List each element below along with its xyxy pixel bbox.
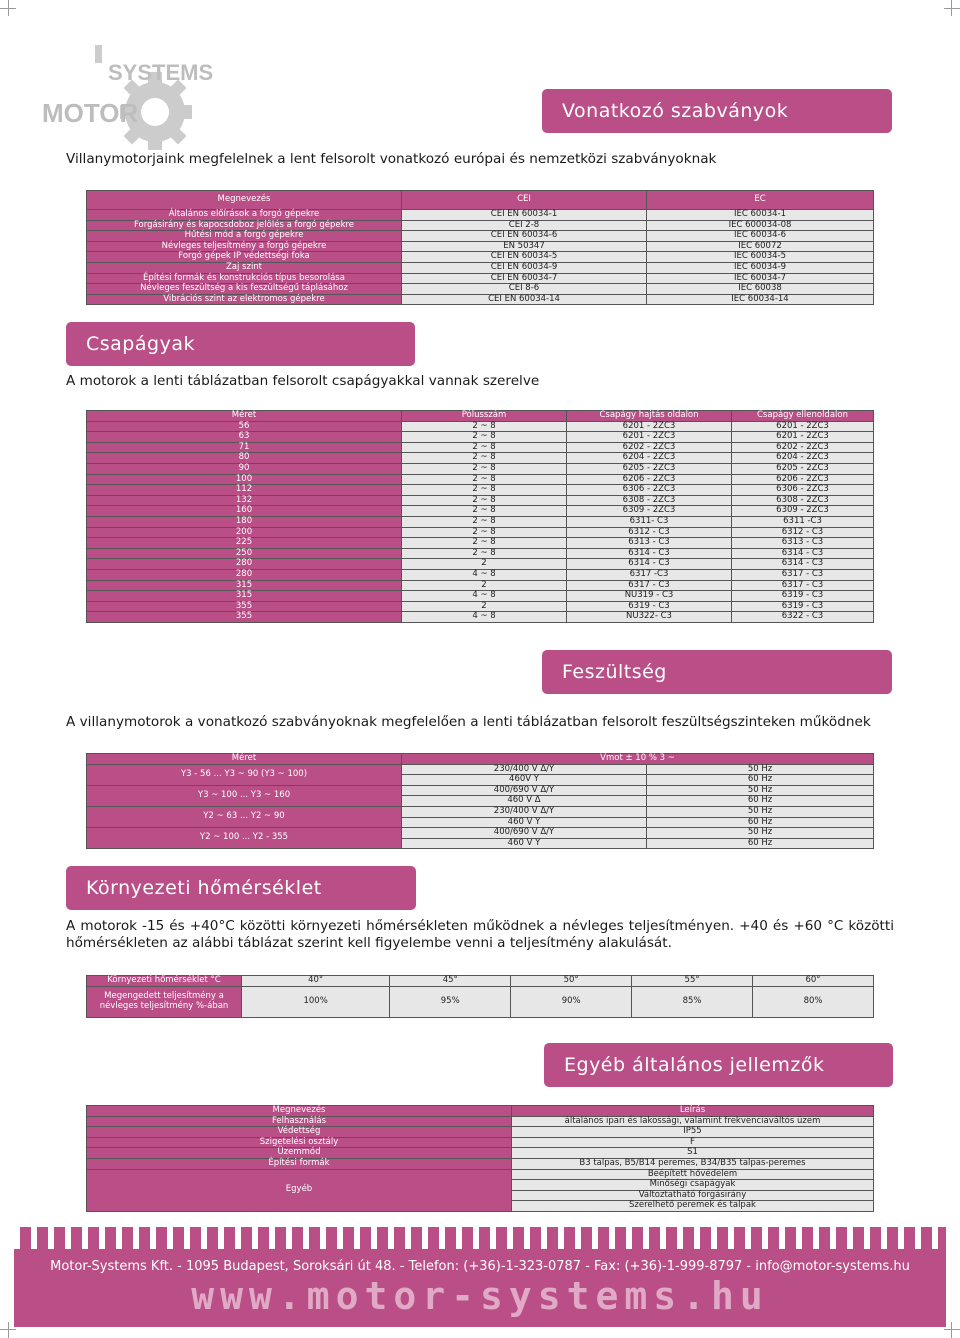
bearing-drive-end: 6205 - 2ZC3: [567, 463, 732, 474]
pole-count: 2 ~ 8: [402, 506, 567, 517]
bearing-non-drive-end: 6322 - C3: [732, 612, 874, 623]
pole-count: 2 ~ 8: [402, 527, 567, 538]
power-percent-value: 80%: [753, 986, 874, 1017]
property-name: Építési formák: [87, 1158, 512, 1169]
table-row: [87, 1158, 874, 1169]
standard-name: Zaj szint: [87, 262, 402, 273]
bearing-non-drive-end: 6312 - C3: [732, 527, 874, 538]
frequency-value: 50 Hz: [647, 806, 874, 817]
temperature-value: 40°: [242, 976, 390, 987]
power-percent-value: 100%: [242, 986, 390, 1017]
iec-code: IEC 60034-6: [647, 231, 874, 242]
bearing-non-drive-end: 6319 - C3: [732, 591, 874, 602]
iec-code: IEC 60034-5: [647, 252, 874, 263]
cei-code: CEI EN 60034-9: [402, 262, 647, 273]
frame-size: 180: [87, 516, 402, 527]
frequency-value: 50 Hz: [647, 828, 874, 839]
temperature-intro: A motorok -15 és +40°C közötti környezeti hőmérsékleten működnek a névleges teljesítményen. +40 és +60 °C közötti hőmérsékleten az alábbi táblázat szerint kell figyelembe venni a teljesítmény alakulását.: [66, 918, 894, 951]
standard-name: Forgásirány és kapocsdoboz jelölés a forgó gépekre: [87, 220, 402, 231]
temperature-banner: Környezeti hőmérséklet: [66, 866, 416, 910]
table-row: [87, 485, 874, 496]
bearing-non-drive-end: 6314 - C3: [732, 559, 874, 570]
table-row: [87, 453, 874, 464]
table-row: [87, 1169, 874, 1180]
temperature-value: 45°: [390, 976, 511, 987]
bearing-non-drive-end: 6317 - C3: [732, 569, 874, 580]
table-row: [87, 806, 874, 817]
table-header: Csapágy hajtás oldalon: [567, 411, 732, 422]
bearings-table: [86, 410, 874, 623]
iec-code: IEC 60034-7: [647, 273, 874, 284]
frame-size: 225: [87, 538, 402, 549]
iec-code: IEC 60038: [647, 284, 874, 295]
frequency-value: 60 Hz: [647, 817, 874, 828]
table-header: EC: [647, 191, 874, 210]
voltage-value: 460 V Y: [402, 817, 647, 828]
bearing-non-drive-end: 6317 - C3: [732, 580, 874, 591]
motor-size-range: Y2 ~ 100 ... Y2 - 355: [87, 828, 402, 849]
cei-code: CEI EN 60034-6: [402, 231, 647, 242]
bearing-drive-end: 6204 - 2ZC3: [567, 453, 732, 464]
voltage-value: 230/400 V Δ/Y: [402, 806, 647, 817]
table-row: [87, 463, 874, 474]
pole-count: 4 ~ 8: [402, 569, 567, 580]
table-header: Leírás: [512, 1106, 874, 1117]
table-row: [87, 474, 874, 485]
table-row: [87, 569, 874, 580]
crop-mark: [951, 1322, 952, 1338]
temperature-value: 55°: [632, 976, 753, 987]
crop-mark: [944, 8, 960, 9]
bearing-drive-end: 6317 -C3: [567, 569, 732, 580]
bearing-drive-end: 6319 - C3: [567, 601, 732, 612]
general-table: [86, 1105, 874, 1212]
voltage-value: 400/690 V Δ/Y: [402, 828, 647, 839]
frame-size: 90: [87, 463, 402, 474]
frame-size: 100: [87, 474, 402, 485]
footer-comb: [14, 1219, 946, 1249]
bearing-drive-end: 6202 - 2ZC3: [567, 442, 732, 453]
table-row: [87, 785, 874, 796]
bearing-drive-end: 6314 - C3: [567, 559, 732, 570]
bearing-drive-end: 6312 - C3: [567, 527, 732, 538]
voltage-value: 460V Y: [402, 775, 647, 786]
cei-code: CEI EN 60034-14: [402, 294, 647, 305]
crop-mark: [0, 1329, 16, 1330]
voltage-value: 460 V Δ: [402, 796, 647, 807]
footer-address: Motor-Systems Kft. - 1095 Budapest, Soroksári út 48. - Telefon: (+36)-1-323-0787 - Fax: (+36)-1-999-8797 - info@motor-systems.hu: [50, 1259, 910, 1274]
frame-size: 71: [87, 442, 402, 453]
frame-size: 355: [87, 601, 402, 612]
voltage-banner: Feszültség: [542, 650, 892, 694]
table-row: [87, 284, 874, 295]
table-row: [87, 591, 874, 602]
cei-code: CEI EN 60034-7: [402, 273, 647, 284]
table-row: [87, 432, 874, 443]
frequency-value: 50 Hz: [647, 785, 874, 796]
property-name: Egyéb: [87, 1169, 512, 1211]
table-header: Vmot ± 10 % 3 ~: [402, 754, 874, 765]
general-banner: Egyéb általános jellemzők: [544, 1043, 893, 1087]
svg-text:MOTOR: MOTOR: [42, 98, 139, 128]
frequency-value: 60 Hz: [647, 775, 874, 786]
footer-website[interactable]: www.motor-systems.hu: [191, 1274, 769, 1318]
bearing-non-drive-end: 6319 - C3: [732, 601, 874, 612]
cei-code: CEI EN 60034-5: [402, 252, 647, 263]
bearing-non-drive-end: 6202 - 2ZC3: [732, 442, 874, 453]
bearing-drive-end: NU322- C3: [567, 612, 732, 623]
bearing-drive-end: 6306 - 2ZC3: [567, 485, 732, 496]
power-percent-value: 90%: [511, 986, 632, 1017]
property-name: Üzemmód: [87, 1148, 512, 1159]
table-header: Csapágy ellenoldalon: [732, 411, 874, 422]
property-value: S1: [512, 1148, 874, 1159]
standard-name: Forgó gépek IP védettségi foka: [87, 252, 402, 263]
table-row: [87, 252, 874, 263]
pole-count: 2 ~ 8: [402, 442, 567, 453]
standard-name: Névleges teljesítmény a forgó gépekre: [87, 241, 402, 252]
company-logo: [40, 40, 230, 150]
pole-count: 2 ~ 8: [402, 495, 567, 506]
crop-mark: [8, 1322, 9, 1338]
bearing-non-drive-end: 6201 - 2ZC3: [732, 421, 874, 432]
temperature-value: 50°: [511, 976, 632, 987]
bearing-non-drive-end: 6201 - 2ZC3: [732, 432, 874, 443]
standard-name: Hűtési mód a forgó gépekre: [87, 231, 402, 242]
cei-code: EN 50347: [402, 241, 647, 252]
table-row: [87, 612, 874, 623]
standards-table: [86, 190, 874, 305]
frame-size: 250: [87, 548, 402, 559]
property-value: Szerelhető peremek és talpak: [512, 1201, 874, 1212]
motor-size-range: Y2 ~ 63 ... Y2 ~ 90: [87, 806, 402, 827]
bearing-drive-end: 6313 - C3: [567, 538, 732, 549]
property-value: B3 talpas, B5/B14 peremes, B34/B35 talpas-peremes: [512, 1158, 874, 1169]
frame-size: 315: [87, 591, 402, 602]
table-row: [87, 1137, 874, 1148]
pole-count: 2: [402, 580, 567, 591]
table-row: [87, 559, 874, 570]
property-name: Felhasználás: [87, 1116, 512, 1127]
bearing-non-drive-end: 6311 -C3: [732, 516, 874, 527]
table-row: [87, 495, 874, 506]
bearing-non-drive-end: 6206 - 2ZC3: [732, 474, 874, 485]
property-name: Védettség: [87, 1127, 512, 1138]
property-value: általános ipari és lakossági, valamint frekvenciaváltós üzem: [512, 1116, 874, 1127]
frequency-value: 60 Hz: [647, 796, 874, 807]
frequency-value: 50 Hz: [647, 764, 874, 775]
crop-mark: [0, 8, 16, 9]
table-header: Megnevezés: [87, 191, 402, 210]
pole-count: 2 ~ 8: [402, 463, 567, 474]
pole-count: 2: [402, 601, 567, 612]
table-header: Megnevezés: [87, 1106, 512, 1117]
frame-size: 280: [87, 569, 402, 580]
pole-count: 2 ~ 8: [402, 474, 567, 485]
motor-size-range: Y3 ~ 100 ... Y3 ~ 160: [87, 785, 402, 806]
bearing-drive-end: 6201 - 2ZC3: [567, 432, 732, 443]
iec-code: IEC 600034-08: [647, 220, 874, 231]
bearing-drive-end: 6201 - 2ZC3: [567, 421, 732, 432]
bearing-non-drive-end: 6313 - C3: [732, 538, 874, 549]
table-header: Pólusszám: [402, 411, 567, 422]
bearing-drive-end: 6317 - C3: [567, 580, 732, 591]
standards-intro: Villanymotorjaink megfelelnek a lent felsorolt vonatkozó európai és nemzetközi szabványoknak: [66, 151, 717, 167]
table-row: [87, 421, 874, 432]
bearing-non-drive-end: 6314 - C3: [732, 548, 874, 559]
power-percent-value: 85%: [632, 986, 753, 1017]
table-header: Méret: [87, 411, 402, 422]
power-percent-value: 95%: [390, 986, 511, 1017]
pole-count: 2 ~ 8: [402, 453, 567, 464]
table-row: [87, 548, 874, 559]
table-row: [87, 1127, 874, 1138]
standards-banner: Vonatkozó szabványok: [542, 89, 892, 133]
pole-count: 2 ~ 8: [402, 432, 567, 443]
cei-code: CEI 8-6: [402, 284, 647, 295]
voltage-value: 230/400 V Δ/Y: [402, 764, 647, 775]
table-row: [87, 210, 874, 221]
motor-size-range: Y3 - 56 ... Y3 ~ 90 (Y3 ~ 100): [87, 764, 402, 785]
standard-name: Vibrációs szint az elektromos gépekre: [87, 294, 402, 305]
frame-size: 160: [87, 506, 402, 517]
property-name: Szigetelési osztály: [87, 1137, 512, 1148]
table-row: [87, 527, 874, 538]
bearing-drive-end: 6309 - 2ZC3: [567, 506, 732, 517]
table-row: [87, 1116, 874, 1127]
property-value: Változtatható forgásirány: [512, 1190, 874, 1201]
iec-code: IEC 60072: [647, 241, 874, 252]
table-row: [87, 580, 874, 591]
pole-count: 2 ~ 8: [402, 516, 567, 527]
bearing-drive-end: 6206 - 2ZC3: [567, 474, 732, 485]
pole-count: 2: [402, 559, 567, 570]
bearing-non-drive-end: 6204 - 2ZC3: [732, 453, 874, 464]
property-value: Beépített hővédelem: [512, 1169, 874, 1180]
frame-size: 80: [87, 453, 402, 464]
voltage-intro: A villanymotorok a vonatkozó szabványoknak megfelelően a lenti táblázatban felsorolt feszültségszinteken működnek: [66, 714, 871, 730]
standard-name: Építési formák és konstrukciós típus besorolása: [87, 273, 402, 284]
table-row: [87, 231, 874, 242]
property-value: IP55: [512, 1127, 874, 1138]
frame-size: 200: [87, 527, 402, 538]
table-row: [87, 442, 874, 453]
table-row: [87, 601, 874, 612]
table-row: [87, 764, 874, 775]
pole-count: 4 ~ 8: [402, 591, 567, 602]
table-header: CEI: [402, 191, 647, 210]
pole-count: 2 ~ 8: [402, 421, 567, 432]
crop-mark: [944, 1329, 960, 1330]
frame-size: 56: [87, 421, 402, 432]
temp-row-label: Környezeti hőmérséklet °C: [87, 976, 242, 987]
bearing-non-drive-end: 6306 - 2ZC3: [732, 485, 874, 496]
frame-size: 132: [87, 495, 402, 506]
table-row: [87, 1148, 874, 1159]
bearing-drive-end: NU319 - C3: [567, 591, 732, 602]
frame-size: 355: [87, 612, 402, 623]
temperature-value: 60°: [753, 976, 874, 987]
bearing-non-drive-end: 6205 - 2ZC3: [732, 463, 874, 474]
table-row: [87, 262, 874, 273]
iec-code: IEC 60034-9: [647, 262, 874, 273]
iec-code: IEC 60034-1: [647, 210, 874, 221]
table-row: [87, 828, 874, 839]
property-value: Minőségi csapágyak: [512, 1180, 874, 1191]
table-row: [87, 516, 874, 527]
frame-size: 280: [87, 559, 402, 570]
table-row: [87, 294, 874, 305]
bearings-banner: Csapágyak: [66, 322, 415, 366]
voltage-value: 460 V Y: [402, 838, 647, 849]
table-row: [87, 538, 874, 549]
frequency-value: 60 Hz: [647, 838, 874, 849]
bearing-non-drive-end: 6308 - 2ZC3: [732, 495, 874, 506]
pole-count: 4 ~ 8: [402, 612, 567, 623]
power-row-label: Megengedett teljesítmény a névleges teljesítmény %-ában: [87, 986, 242, 1017]
pole-count: 2 ~ 8: [402, 538, 567, 549]
svg-text:SYSTEMS: SYSTEMS: [108, 60, 214, 85]
bearing-drive-end: 6314 - C3: [567, 548, 732, 559]
property-value: F: [512, 1137, 874, 1148]
iec-code: IEC 60034-14: [647, 294, 874, 305]
frame-size: 315: [87, 580, 402, 591]
pole-count: 2 ~ 8: [402, 548, 567, 559]
cei-code: CEI EN 60034-1: [402, 210, 647, 221]
temperature-table: [86, 975, 874, 1018]
pole-count: 2 ~ 8: [402, 485, 567, 496]
table-row: [87, 506, 874, 517]
standard-name: Általános előírások a forgó gépekre: [87, 210, 402, 221]
frame-size: 63: [87, 432, 402, 443]
bearing-drive-end: 6308 - 2ZC3: [567, 495, 732, 506]
bearings-intro: A motorok a lenti táblázatban felsorolt csapágyakkal vannak szerelve: [66, 373, 540, 389]
table-header: Méret: [87, 754, 402, 765]
cei-code: CEI 2-8: [402, 220, 647, 231]
voltage-table: [86, 753, 874, 849]
bearing-non-drive-end: 6309 - 2ZC3: [732, 506, 874, 517]
footer: [14, 1219, 946, 1327]
standard-name: Névleges feszültség a kis feszültségű táplásához: [87, 284, 402, 295]
voltage-value: 400/690 V Δ/Y: [402, 785, 647, 796]
frame-size: 112: [87, 485, 402, 496]
bearing-drive-end: 6311- C3: [567, 516, 732, 527]
